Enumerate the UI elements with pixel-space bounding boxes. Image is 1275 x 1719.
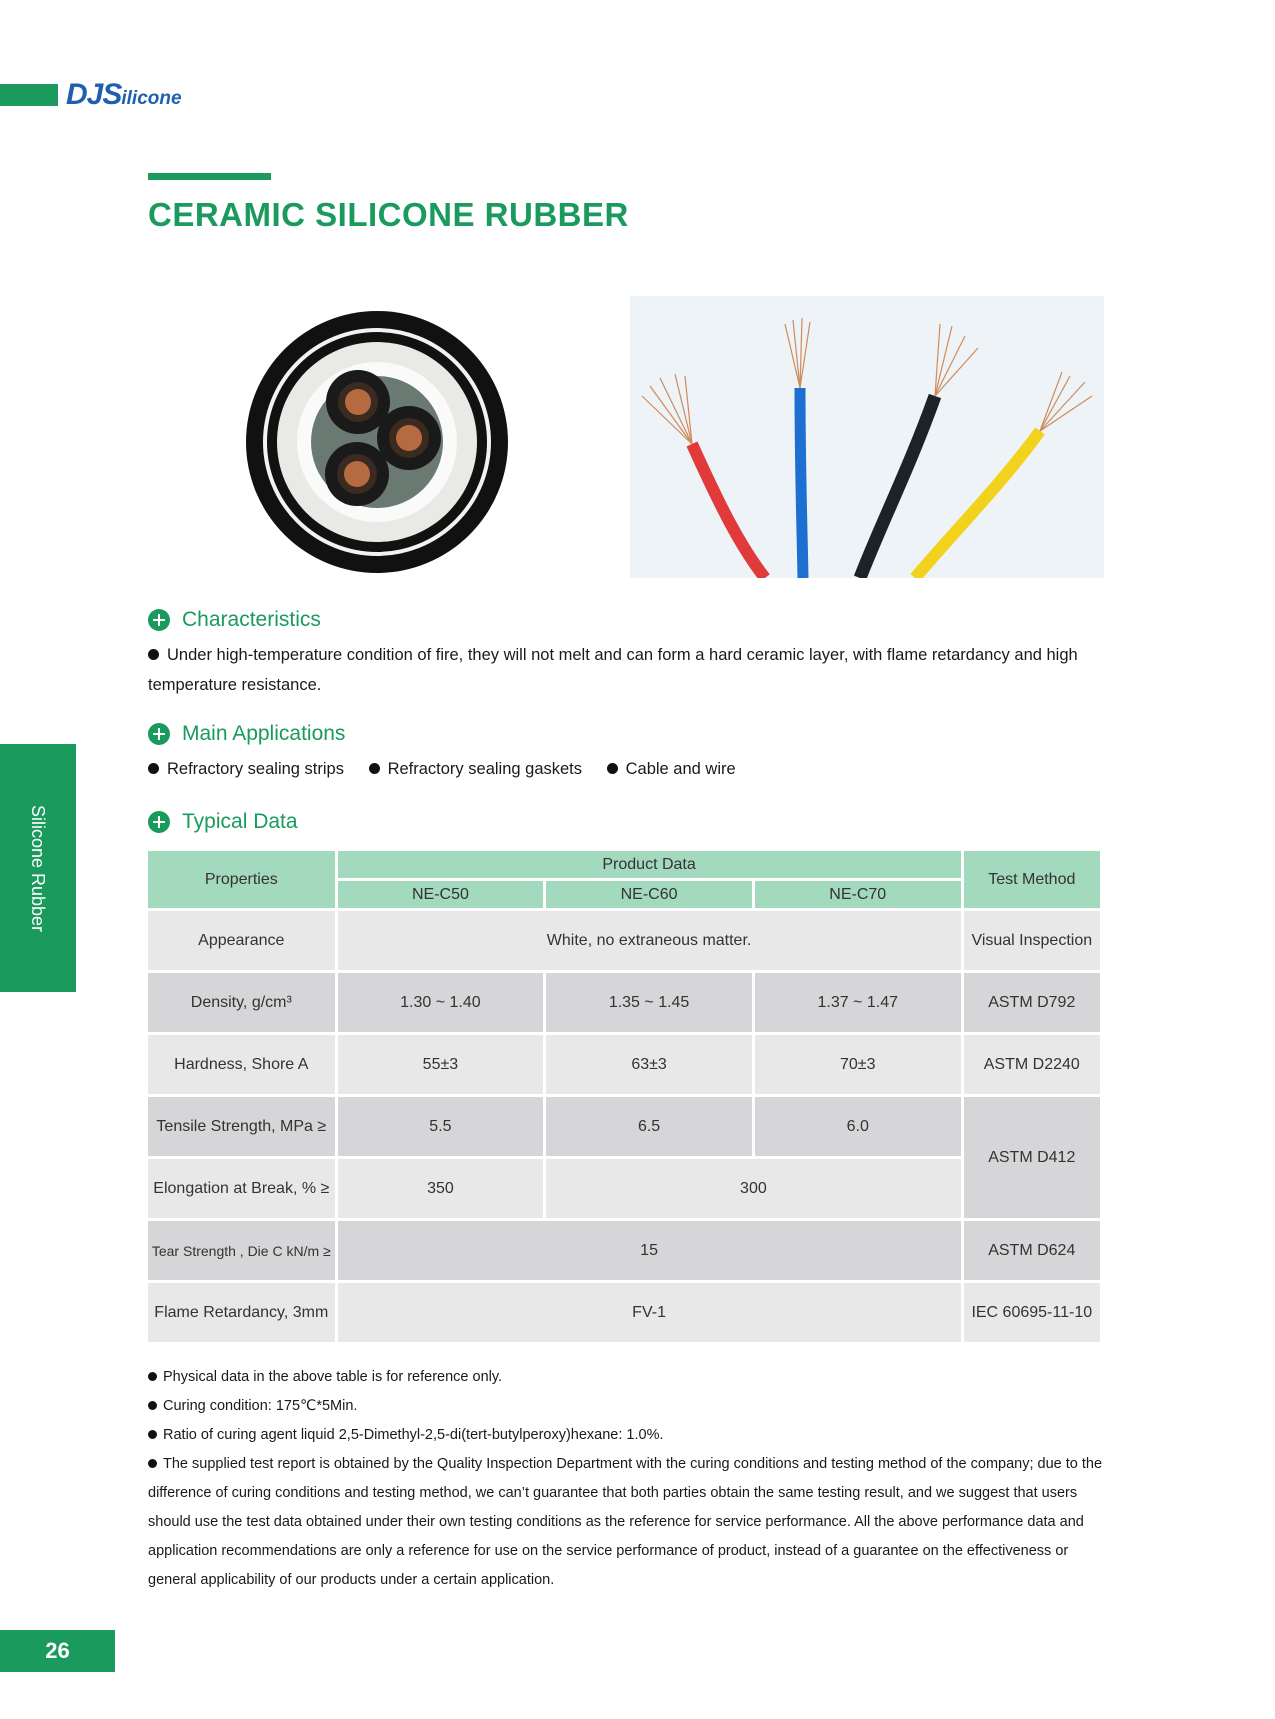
note-item: The supplied test report is obtained by the Quality Inspection Department with the curing conditions and testing method of the company; due to the difference of curing conditions and testing method, we can’t guarantee that both parties obtain the same testing result, and we suggest that users should use the test data obtained under their own testing conditions as the reference for service performance. All the above performance data and application recommendations are only a reference for use on the service performance of product, instead of a guarantee on the effectiveness or general applicability of our products under a certain application. (148, 1456, 1103, 1588)
bullet-icon (369, 763, 380, 774)
header-grade: NE-C70 (755, 881, 961, 908)
row-method: ASTM D412 (964, 1097, 1100, 1218)
section-title: Characteristics (182, 608, 321, 631)
row-value: 5.5 (338, 1097, 544, 1156)
row-value: 70±3 (755, 1035, 961, 1094)
bullet-icon (148, 1459, 157, 1468)
title-rule (148, 173, 271, 180)
table-row (148, 911, 1100, 970)
note-item: Physical data in the above table is for reference only. (148, 1363, 1106, 1392)
row-value: 300 (546, 1159, 960, 1218)
notes (148, 1363, 1106, 1595)
row-value: White, no extraneous matter. (338, 911, 961, 970)
row-value: 1.30 ~ 1.40 (338, 973, 544, 1032)
cable-cross-section-image (245, 310, 510, 575)
table-row (148, 1221, 1100, 1280)
brand-logo (66, 78, 182, 112)
header-grade: NE-C60 (546, 881, 752, 908)
application-item: Refractory sealing strips (148, 760, 344, 779)
plus-icon (148, 723, 170, 745)
table-row (148, 973, 1100, 1032)
table-row (148, 1159, 1100, 1218)
row-method: ASTM D2240 (964, 1035, 1100, 1094)
typical-data-table (145, 848, 1103, 1345)
header-product-data: Product Data (338, 851, 961, 878)
row-label: Hardness, Shore A (148, 1035, 335, 1094)
plus-icon (148, 609, 170, 631)
page-number: 26 (0, 1630, 115, 1672)
row-value: 1.35 ~ 1.45 (546, 973, 752, 1032)
applications-list (148, 760, 756, 779)
header-properties: Properties (148, 851, 335, 908)
characteristics-heading (148, 608, 321, 632)
logo-text-main: DJS (66, 78, 122, 111)
note-item: Ratio of curing agent liquid 2,5-Dimethyl-2,5-di(tert-butylperoxy)hexane: 1.0%. (148, 1421, 1106, 1450)
side-tab-label: Silicone Rubber (28, 804, 49, 932)
row-method: ASTM D792 (964, 973, 1100, 1032)
row-value: 350 (338, 1159, 544, 1218)
applications-heading (148, 722, 345, 746)
row-value: 6.5 (546, 1097, 752, 1156)
plus-icon (148, 811, 170, 833)
bullet-icon (607, 763, 618, 774)
row-label: Tensile Strength, MPa ≥ (148, 1097, 335, 1156)
row-method: ASTM D624 (964, 1221, 1100, 1280)
header-test-method: Test Method (964, 851, 1100, 908)
row-label: Density, g/cm³ (148, 973, 335, 1032)
page-title: CERAMIC SILICONE RUBBER (148, 196, 629, 233)
row-label: Elongation at Break, % ≥ (148, 1159, 335, 1218)
row-method: IEC 60695-11-10 (964, 1283, 1100, 1342)
bullet-icon (148, 1430, 157, 1439)
row-label: Flame Retardancy, 3mm (148, 1283, 335, 1342)
bullet-icon (148, 649, 159, 660)
row-label: Appearance (148, 911, 335, 970)
row-value: FV-1 (338, 1283, 961, 1342)
typical-data-heading (148, 810, 298, 834)
header-grade: NE-C50 (338, 881, 544, 908)
row-value: 6.0 (755, 1097, 961, 1156)
logo-text-sub: ilicone (121, 88, 182, 109)
section-title: Main Applications (182, 722, 346, 745)
characteristics-text (148, 640, 1106, 700)
row-method: Visual Inspection (964, 911, 1100, 970)
row-value: 15 (338, 1221, 961, 1280)
bullet-icon (148, 1372, 157, 1381)
application-item: Refractory sealing gaskets (369, 760, 582, 779)
side-tab-label-wrap (0, 744, 76, 992)
section-title: Typical Data (182, 810, 298, 833)
application-item: Cable and wire (607, 760, 736, 779)
row-value: 63±3 (546, 1035, 752, 1094)
bullet-icon (148, 1401, 157, 1410)
characteristics-body: Under high-temperature condition of fire, they will not melt and can form a hard ceramic layer, with flame retardancy and high temperature resistance. (148, 646, 1078, 694)
colored-wires-image (630, 296, 1104, 578)
logo-accent-bar (0, 84, 58, 106)
table-header-row (148, 851, 1100, 878)
note-item: Curing condition: 175℃*5Min. (148, 1392, 1106, 1421)
row-value: 1.37 ~ 1.47 (755, 973, 961, 1032)
row-value: 55±3 (338, 1035, 544, 1094)
bullet-icon (148, 763, 159, 774)
row-label: Tear Strength , Die C kN/m ≥ (148, 1221, 335, 1280)
table-row (148, 1035, 1100, 1094)
table-row (148, 1283, 1100, 1342)
table-row (148, 1097, 1100, 1156)
